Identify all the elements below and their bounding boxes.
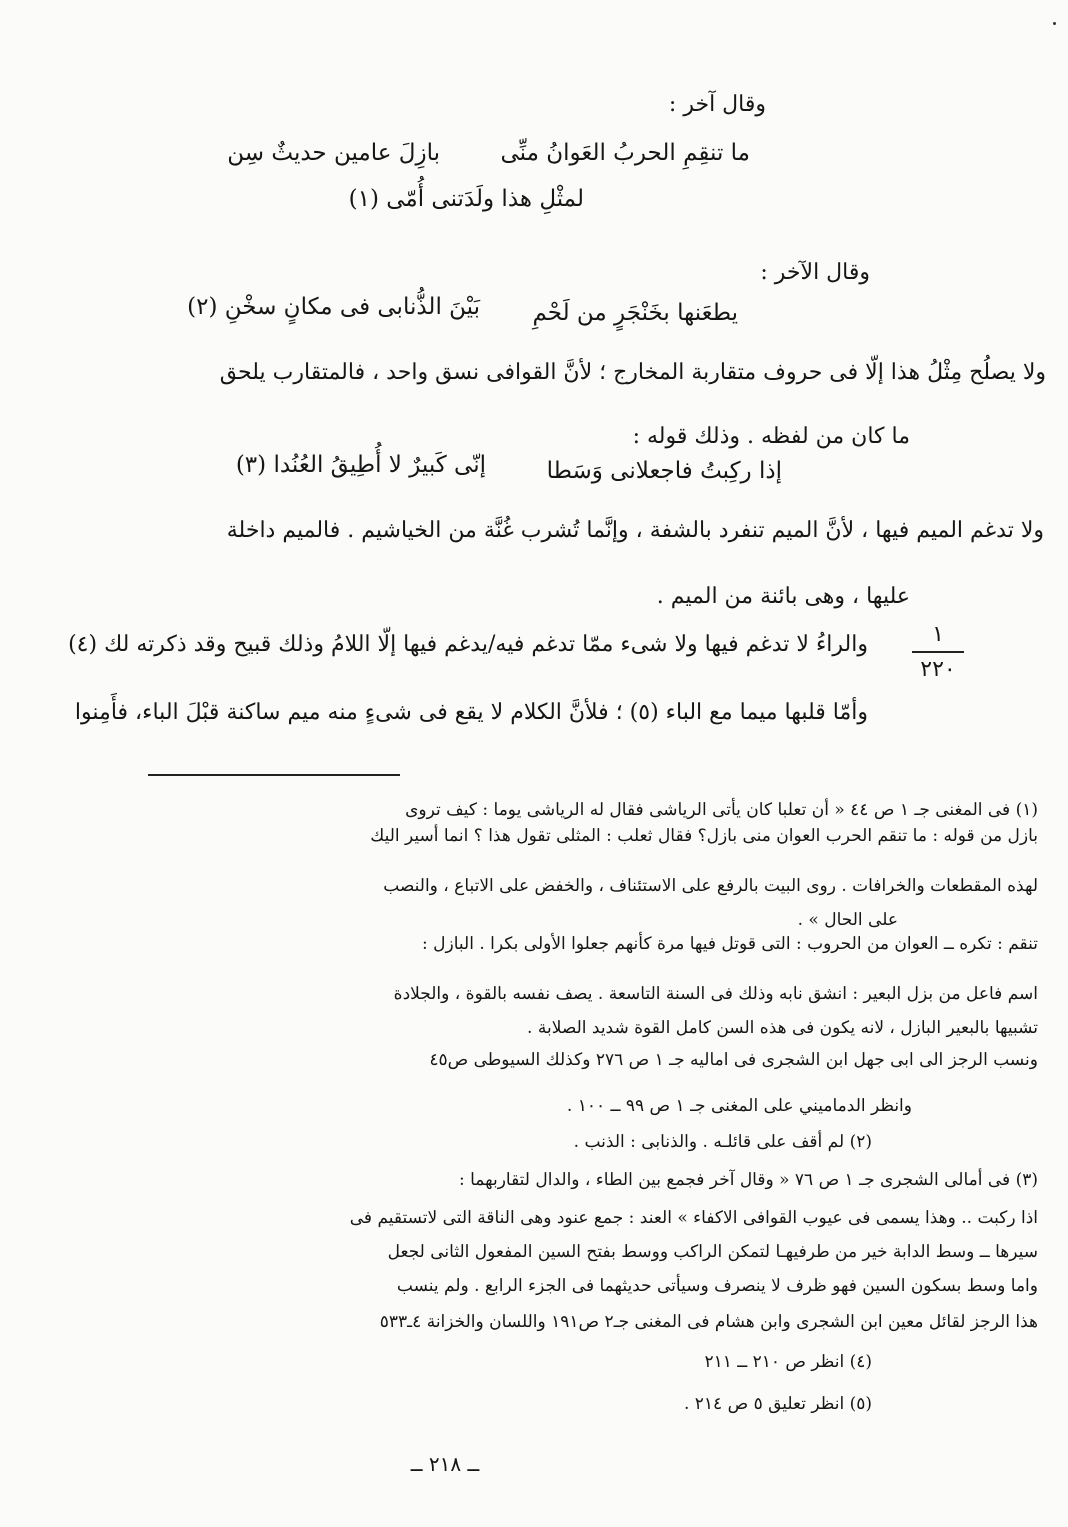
body-line-3: ولا تدغم الميم فيها ، لأنَّ الميم تنفرد بالشفة ، وإنَّما تُشرب غُنَّة من الخياشيم . فالميم داخلة	[226, 518, 1044, 543]
footnote-line: تنقم : تكره ــ العوان من الحروب : التى قوتل فيها مرة كأنهم جعلوا الأولى بكرا . البازل :	[422, 934, 1038, 954]
footnote-line: (٣) فى أمالى الشجرى جـ ١ ص ٧٦ « وقال آخر فجمع بين الطاء ، والدال لتقاربهما :	[458, 1170, 1038, 1190]
original-page-reference	[912, 622, 964, 682]
verse-1-first-hemistich: ما تنقِمِ الحربُ العَوانُ منِّى	[500, 140, 750, 166]
verse-1-third-line: لمثْلِ هذا ولَدَتنى أُمّى (١)	[348, 186, 584, 212]
footnote-separator	[148, 774, 400, 776]
verse-2-first-hemistich: يطعَنها بخَنْجَرٍ من لَحْمِ	[532, 300, 738, 326]
reference-divider	[912, 651, 964, 653]
verse-3-second-hemistich: إنّى كَبيرٌ لا أُطِيقُ العُنُدا (٣)	[235, 452, 486, 478]
footnote-line: لهذه المقطعات والخرافات . روى البيت بالرفع على الاستئناف ، والخفض على الاتباع ، والنصب	[383, 876, 1038, 896]
body-line-6: وأمّا قلبها ميما مع الباء (٥) ؛ فلأنَّ الكلام لا يقع فى شىءٍ منه ميم ساكنة قبْلَ الباء، فأَمِنوا	[74, 700, 868, 725]
footnote-line: اذا ركبت .. وهذا يسمى فى عيوب القوافى الاكفاء » العند : جمع عنود وهى الناقة التى لاتستقيم فى	[349, 1208, 1038, 1228]
footnote-line: ونسب الرجز الى ابى جهل ابن الشجرى فى اماليه جـ ١ ص ٢٧٦ وكذلك السيوطى ص٤٥	[429, 1050, 1038, 1070]
body-line-2: ما كان من لفظه . وذلك قوله :	[632, 424, 910, 449]
reference-page: ٢٢٠	[920, 657, 956, 682]
body-line-5: والراءُ لا تدغم فيها ولا شىء ممّا تدغم فيه/يدغم فيها إلّا اللامُ وذلك قبيح وقد ذكرته لك (٤)	[68, 632, 868, 657]
footnote-line: (١) فى المغنى جـ ١ ص ٤٤ « أن تعلبا كان يأتى الرياشى فقال له الرياشى يوما : كيف تروى	[405, 800, 1038, 820]
footnote-line: بازل من قوله : ما تنقم الحرب العوان منى بازل؟ فقال ثعلب : المثلى تقول هذا ؟ انما أسير اليك	[370, 826, 1038, 846]
verse-3-first-hemistich: إذا ركِبتُ فاجعلانى وَسَطا	[546, 458, 782, 484]
footnote-line: (٤) انظر ص ٢١٠ ــ ٢١١	[704, 1352, 872, 1372]
footnote-line: هذا الرجز لقائل معين ابن الشجرى وابن هشام فى المغنى جـ٢ ص١٩١ واللسان والخزانة ٤ـ٥٣٣	[379, 1312, 1038, 1332]
footnote-line: تشبيها بالبعير البازل ، لانه يكون فى هذه السن كامل القوة شديد الصلابة .	[527, 1018, 1038, 1038]
intro-line-1: وقال آخر :	[668, 92, 766, 117]
body-line-1: ولا يصلُح مِثْلُ هذا إلّا فى حروف متقاربة المخارج ؛ لأنَّ القوافى نسق واحد ، فالمتقارب يلحق	[219, 360, 1046, 385]
footnote-line: واما وسط بسكون السين فهو ظرف لا ينصرف وسيأتى حديثهما فى الجزء الرابع . ولم ينسب	[396, 1276, 1038, 1296]
page-number: ــ ٢١٨ ــ	[410, 1452, 480, 1476]
footnote-line: سيرها ــ وسط الدابة خير من طرفيهـا لتمكن الراكب ووسط بفتح السين المفعول الثانى لجعل	[387, 1242, 1038, 1262]
footnote-line: (٥) انظر تعليق ٥ ص ٢١٤ .	[683, 1394, 872, 1414]
page-speck	[1053, 22, 1056, 25]
footnote-line: على الحال » .	[797, 910, 898, 930]
footnote-line: (٢) لم أقف على قائلـه . والذنابى : الذنب .	[573, 1132, 872, 1152]
verse-2-second-hemistich: بَيْنَ الذُّنابى فى مكانٍ سخْنِ (٢)	[187, 294, 480, 320]
verse-1-second-hemistich: بازِلَ عامين حديثٌ سِن	[227, 140, 440, 166]
footnote-line: اسم فاعل من بزل البعير : انشق نابه وذلك فى السنة التاسعة . يصف نفسه بالقوة ، والجلادة	[393, 984, 1038, 1004]
reference-volume: ١	[932, 622, 944, 647]
intro-line-2: وقال الآخر :	[760, 260, 870, 285]
footnote-line: وانظر الدماميني على المغنى جـ ١ ص ٩٩ ــ ١٠٠ .	[566, 1096, 912, 1116]
body-line-4: عليها ، وهى بائنة من الميم .	[656, 584, 910, 609]
